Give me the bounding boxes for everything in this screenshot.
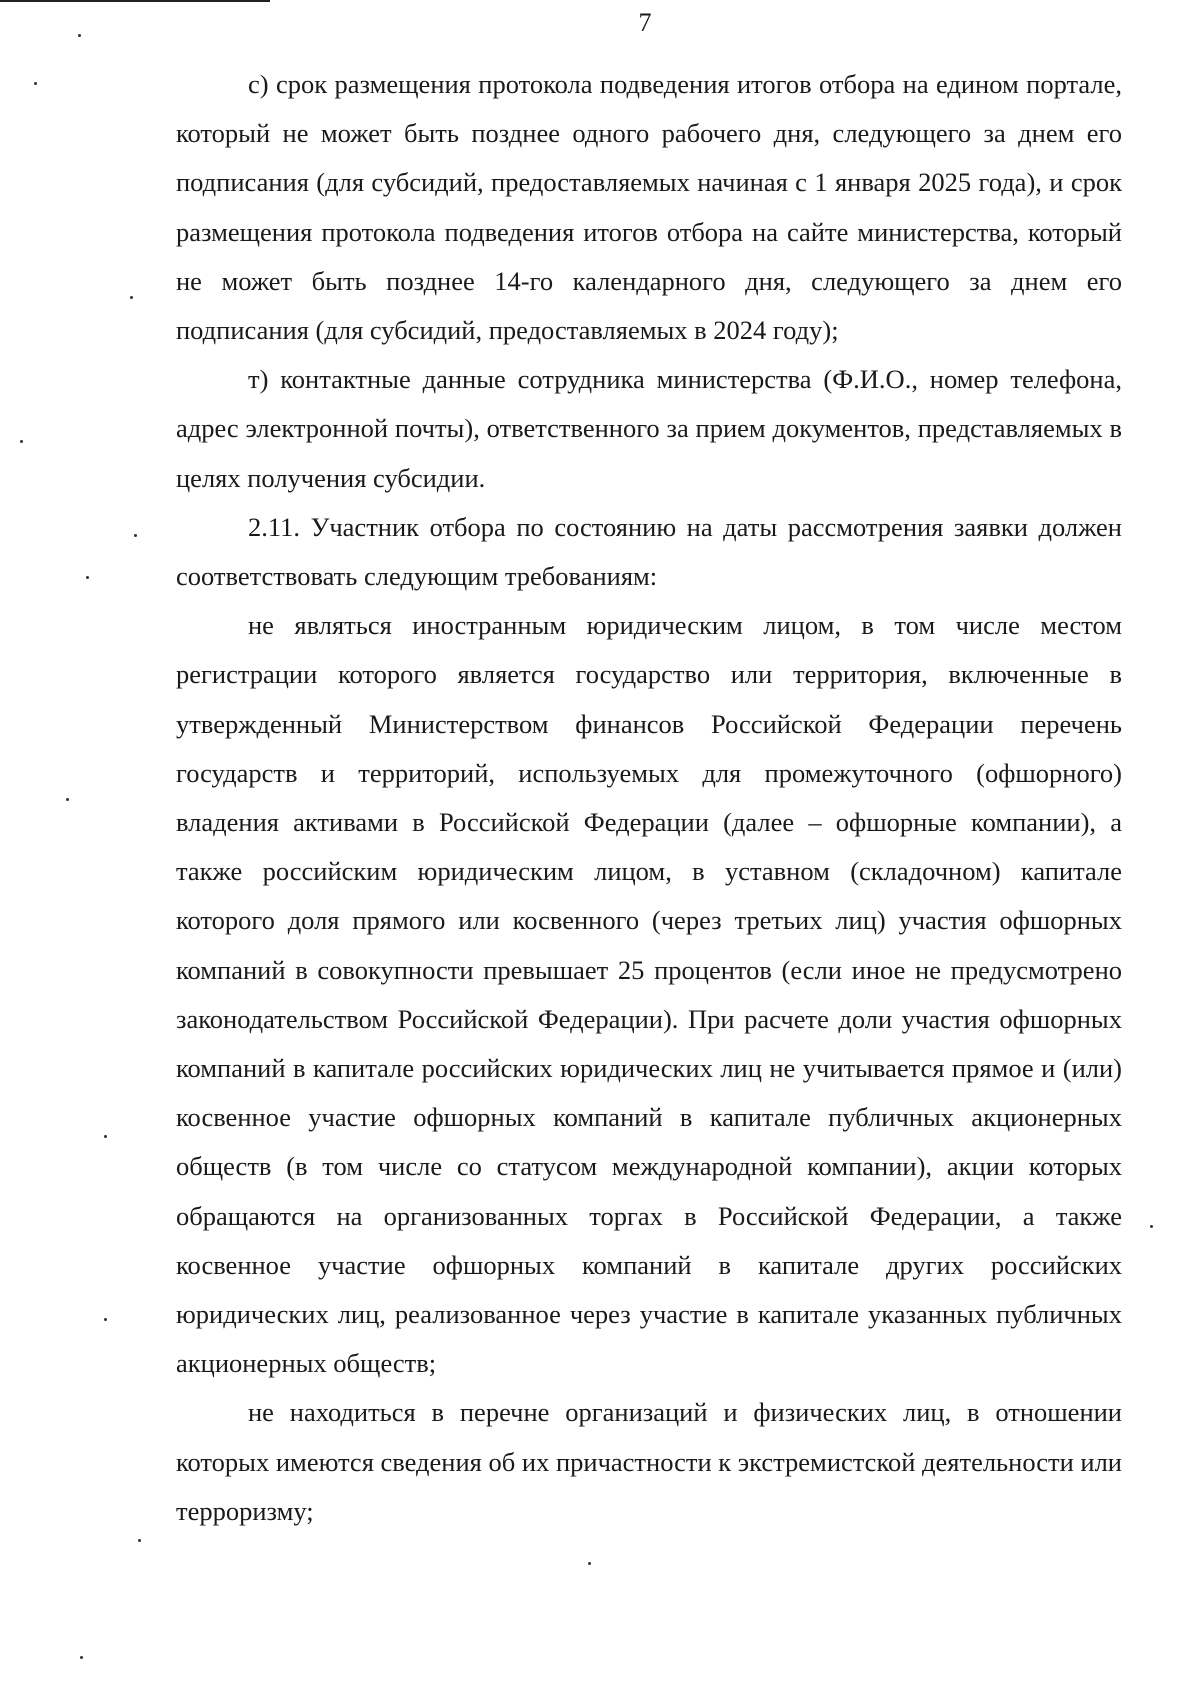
scan-edge-line <box>0 0 270 2</box>
scan-speck <box>78 34 81 37</box>
scan-speck <box>588 1562 591 1565</box>
paragraph-item-s: с) срок размещения протокола подведения итогов отбора на едином портале, который не может быть позднее одного рабочего дня, следующего за днем его подписания (для субсидий, предоставляемых начиная с 1 января 2025 года), и срок размещения протокола подведения итогов отбора на сайте министерства, который не может быть позднее 14-го календарного дня, следующего за днем его подписания (для субсидий, предоставляемых в 2024 году); <box>176 69 1122 346</box>
scan-speck <box>20 440 23 443</box>
scan-speck <box>130 296 133 299</box>
document-body <box>176 60 1122 1536</box>
scan-speck <box>80 1656 83 1659</box>
scan-speck <box>134 534 137 537</box>
scan-speck <box>104 1135 107 1138</box>
paragraph-requirement-extremism: не находиться в перечне организаций и физических лиц, в отношении которых имеются сведения об их причастности к экстремистской деятельности или терроризму; <box>176 1397 1122 1526</box>
scan-speck <box>86 576 89 579</box>
page-number: 7 <box>638 8 652 37</box>
scan-speck <box>1150 1225 1153 1228</box>
scan-speck <box>104 1318 107 1321</box>
paragraph-requirement-offshore: не являться иностранным юридическим лицом, в том числе местом регистрации которого является государство или территория, включенные в утвержденный Министерством финансов Российской Федерации перечень государств и территорий, используемых для промежуточного (офшорного) владения активами в Российской Федерации (далее – офшорные компании), а также российским юридическим лицом, в уставном (складочном) капитале которого доля прямого или косвенного (через третьих лиц) участия офшорных компаний в совокупности превышает 25 процентов (если иное не предусмотрено законодательством Российской Федерации). При расчете доли участия офшорных компаний в капитале российских юридических лиц не учитывается прямое и (или) косвенное участие офшорных компаний в капитале публичных акционерных обществ (в том числе со статусом международной компании), акции которых обращаются на организованных торгах в Российской Федерации, а также косвенное участие офшорных компаний в капитале других российских юридических лиц, реализованное через участие в капитале указанных публичных акционерных обществ; <box>176 610 1122 1379</box>
paragraph-item-t: т) контактные данные сотрудника министерства (Ф.И.О., номер телефона, адрес электронной почты), ответственного за прием документов, представляемых в целях получения субсидии. <box>176 364 1122 493</box>
scan-speck <box>34 82 37 85</box>
scan-speck <box>138 1539 141 1542</box>
scan-speck <box>66 798 69 801</box>
paragraph-2-11: 2.11. Участник отбора по состоянию на даты рассмотрения заявки должен соответствовать следующим требованиям: <box>176 511 1122 592</box>
